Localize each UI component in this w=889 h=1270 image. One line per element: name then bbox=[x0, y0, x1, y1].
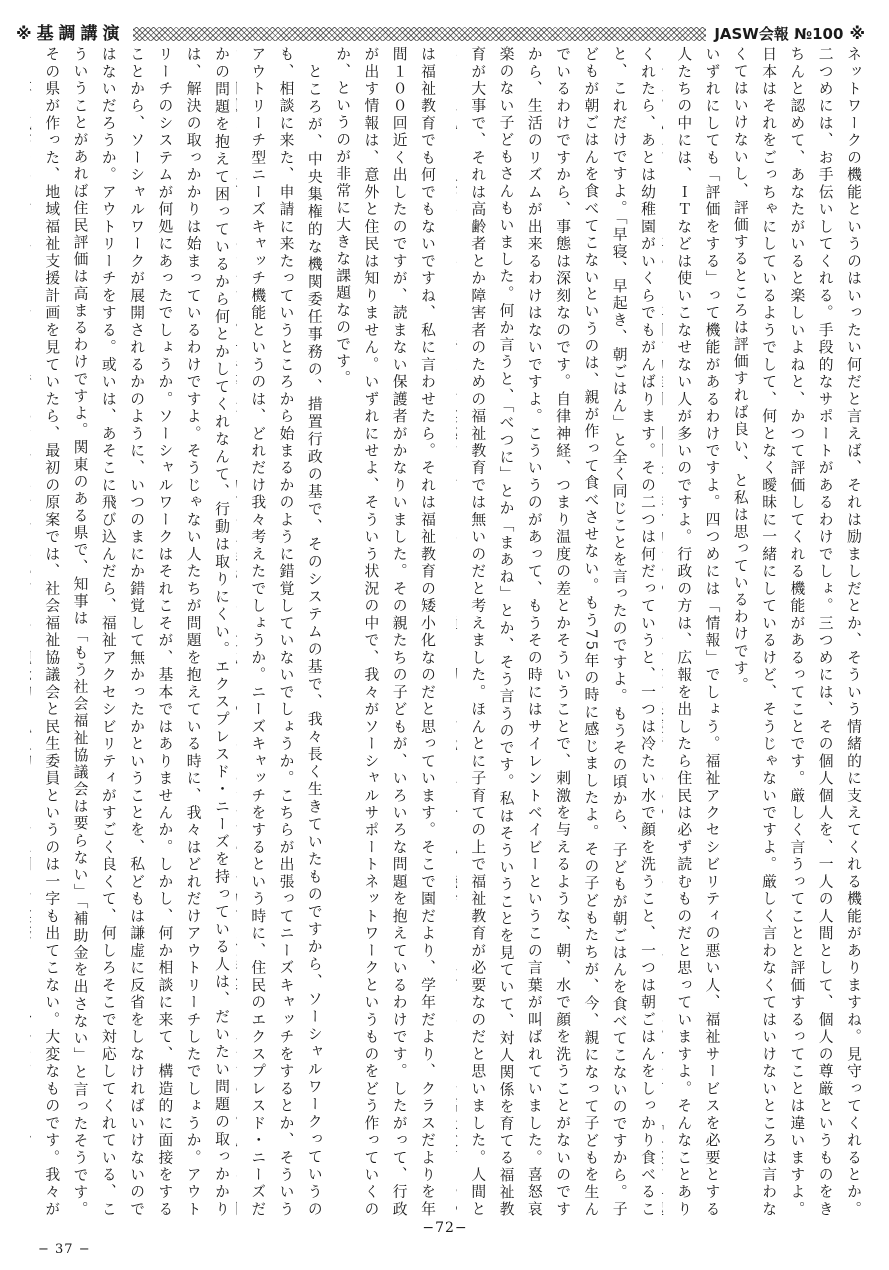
header-mark-right: ※ bbox=[849, 24, 866, 43]
text-column-3: は福祉教育でも何でもないですね、私に言わせたら。それは福祉教育の矮小化なのだと思っています。そこで園だより、学年だより、クラスだよりを年間１００回近く出したのですが、読まない保護者がかなりいました。その親たちの子どもが、いろいろな問題を抱えているわけです。したがって、行政が出す情報は、意外と住民は知りません。いずれにせよ、そういう状況の中で、我々がソーシャルサポートネットワークというものをどう作っていくのか、というのが非常に大きな課題なのです。 ところが、中央集権的な機関委任事務の、措置行政の基で、そのシステムの基で、我々長く生きていたものですから、ソーシャルワークっていうのも、相談に来た、申請に来たっていうところから始まるかのように錯覚していないでしょうか。こちらが出張ってニーズキャッチをするとか、そういうアウトリーチ型ニーズキャッチ機能というのは、どれだけ我々考えたでしょうか。ニーズキャッチをするという時に、住民のエクスプレスド・ニーズだ bbox=[249, 46, 436, 1218]
page-header bbox=[16, 22, 866, 46]
footer-page-number: − 37 − bbox=[38, 1242, 91, 1257]
page-number: −72− bbox=[422, 1220, 468, 1236]
header-pattern-band bbox=[133, 27, 707, 41]
journal-title: JASW会報 №100 bbox=[714, 25, 844, 43]
text-column-4: かの問題を抱えて困っているから何とかしてくれなんて、行動は取りにくい。エクスプレスド・ニーズを持っている人は、だいたい問題の取っかかりは、解決の取っかかりは始まっているわけですよ。そうじゃない人たちが問題を抱えている時に、我々はどれだけアウトリーチしたでしょうか。アウトリーチのシステムが何処にあったでしょうか。ソーシャルワークはそれこそが、基本ではありませんか。しかし、何か相談に来て、構造的に面接をすることから、ソーシャルワークが展開されるかのように、いつのまにか錯覚して無かったかということを、私どもは謙虚に反省をしなければいけないのではないだろうか。アウトリーチをする。或いは、あそこに飛び込んだら、福祉アクセシビリティがすごく良くて、何しろそこで対応してくれている、こういうことがあれば住民評価は高まるわけですよ。関東のある県で、知事は「もう社会福祉協議会は要らない」「補助金を出さない」と言ったそうです。その県が作った、地域福祉支援計画を見ていたら、最初の原案では、社会福祉協議会と民生委員というのは一字も出てこない。大変なものです。我々が bbox=[43, 46, 230, 1218]
section-title: 基調講演 bbox=[36, 24, 125, 44]
text-column-2: くれたら、あとは幼稚園がいくらでもがんばります。その二つは何だっていうと、一つは冷たい水で顔を洗うこと、一つは朝ごはんをしっかり食べること、これだけですよ。「早寝、早起き、朝ごはん」と全く同じことを言ったのですよ。もうその頃から、子どもが朝ごはんを食べてこないのですから。子どもが朝ごはんを食べてこないというのは、親が作って食べさせない。もう75年の時に感じましたよ。その子どもたちが、今、親になって子どもを生んでいるわけですから、事態は深刻なのです。自律神経、つまり温度の差とかそういうことで、刺激を与えるような、朝、水で顔を洗うことがないのですから、生活のリズムが出来るわけはないですよ。こういうのがあって、もうその時にはサイレントベイビーというこの言葉が叫ばれていました。喜怒哀楽のない子どもさんもいました。何か言うと、「べつに」とか「まあね」とか、そう言うのです。私はそういうことを見ていて、対人関係を育てる福祉教育が大事で、それは高齢者とか障害者のための福祉教育では無いのだと考えました。ほんとに子育ての上で福祉教育が必要なのだと思いました。人間と bbox=[469, 46, 656, 1218]
text-column-1: ネットワークの機能というのはいったい何だと言えば、それは励ましだとか、そういう情緒的に支えてくれる機能がありますね。見守ってくれるとか。二つめには、お手伝いしてくれる。手段的なサポートがあるわけでしょ。三つめには、その個人個人を、一人の人間として、個人の尊厳というものをきちんと認めて、あなたがいると楽しいよねと、かつて評価してくれる機能があるってことです。厳しく言うってことと評価するってことは違いますよ。日本はそれをごっちゃにしているようでして、何となく曖昧に一緒にしているけど、そうじゃないですよ。厳しく言わなくてはいけないところは言わなくてはいけないし、評価するところは評価すれば良い、と私は思っているわけです。 いずれにしても「評価をする」って機能があるわけですよ。四つめには「情報」でしょう。福祉アクセシビリティの悪い人、福祉サービスを必要とする人たちの中には、ＩＴなどは使いこなせない人が多いのですよ。行政の方は、広報を出したら住民は必ず読むものだと思っていますよ。そんなことあり bbox=[675, 46, 862, 1218]
header-mark-left: ※ bbox=[16, 24, 33, 43]
